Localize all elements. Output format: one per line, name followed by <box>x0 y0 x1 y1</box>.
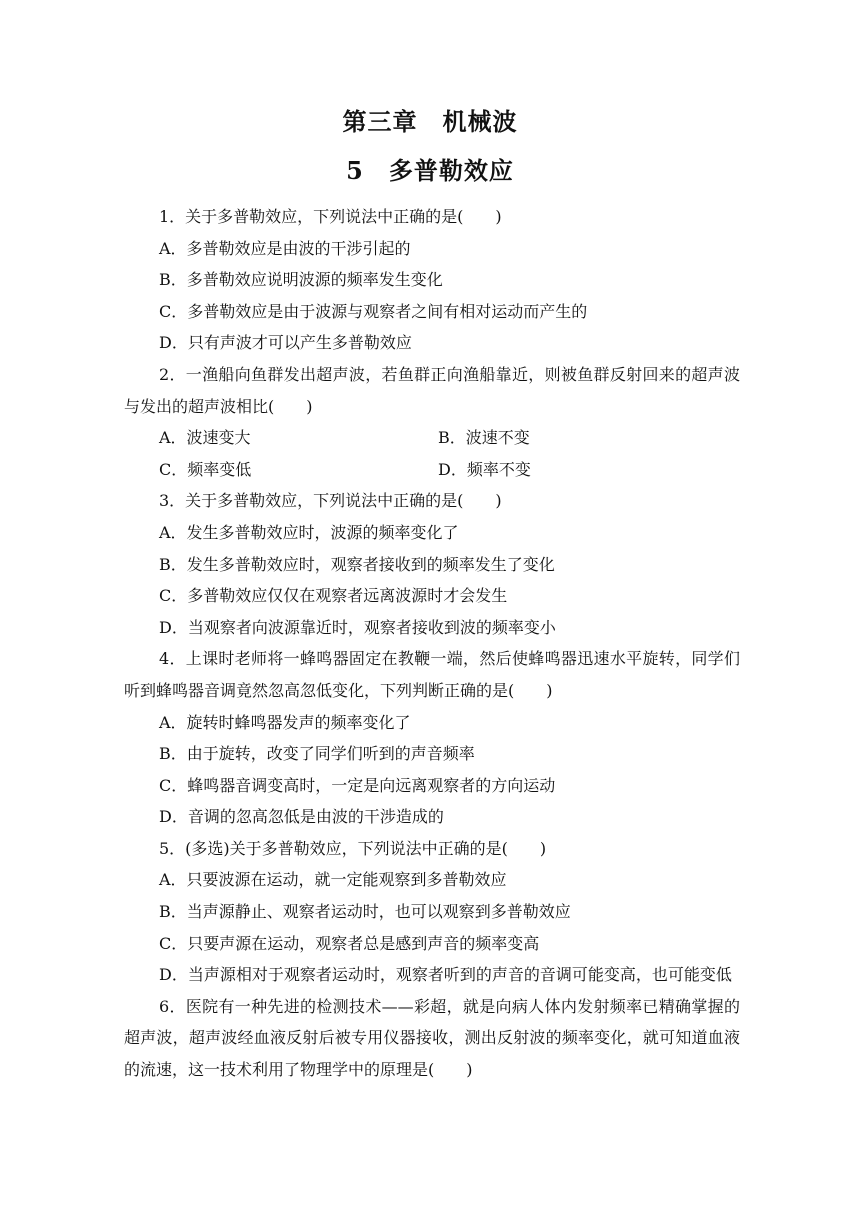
option-d: D．频率不变 <box>438 459 531 479</box>
option-b: B．发生多普勒效应时，观察者接收到的频率发生了变化 <box>159 554 555 574</box>
question-4 <box>124 643 740 833</box>
option-d: D．当声源相对于观察者运动时，观察者听到的声音的音调可能变高，也可能变低 <box>159 965 732 985</box>
option-b: B．由于旋转，改变了同学们听到的声音频率 <box>159 744 475 764</box>
question-stem: 4．上课时老师将一蜂鸣器固定在教鞭一端，然后使蜂鸣器迅速水平旋转，同学们听到蜂鸣器音调竟然忽高忽低变化，下列判断正确的是( ) <box>124 649 740 700</box>
question-stem: 2．一渔船向鱼群发出超声波，若鱼群正向渔船靠近，则被鱼群反射回来的超声波与发出的超声波相比( ) <box>124 364 740 416</box>
option-row <box>124 422 740 454</box>
question-6 <box>124 991 740 1086</box>
question-stem: 6．医院有一种先进的检测技术——彩超，就是向病人体内发射频率已精确掌握的超声波，超声波经血液反射后被专用仪器接收，测出反射波的频率变化，就可知道血液的流速，这一技术利用了物理学中的原理是( ) <box>124 996 740 1080</box>
question-stem: 3．关于多普勒效应，下列说法中正确的是( ) <box>159 491 502 511</box>
option-a: A．波速变大 <box>159 428 251 448</box>
option-b: B．波速不变 <box>438 428 530 448</box>
option-a: A．只要波源在运动，就一定能观察到多普勒效应 <box>159 870 507 890</box>
option-row <box>124 454 740 486</box>
option-c: C．频率变低 <box>159 459 252 479</box>
question-stem: 1．关于多普勒效应，下列说法中正确的是( ) <box>159 207 502 226</box>
question-stem: 5．(多选)关于多普勒效应，下列说法中正确的是( ) <box>159 838 547 858</box>
question-1 <box>124 201 740 359</box>
question-3 <box>124 485 740 643</box>
option-c: C．蜂鸣器音调变高时，一定是向远离观察者的方向运动 <box>159 775 556 795</box>
option-c: C．只要声源在运动，观察者总是感到声音的频率变高 <box>159 933 540 953</box>
option-b: B．多普勒效应说明波源的频率发生变化 <box>159 270 443 290</box>
option-a: A．发生多普勒效应时，波源的频率变化了 <box>159 522 459 542</box>
option-d: D．音调的忽高忽低是由波的干涉造成的 <box>159 807 444 827</box>
question-5 <box>124 833 740 991</box>
question-list <box>124 201 740 1086</box>
option-b: B．当声源静止、观察者运动时，也可以观察到多普勒效应 <box>159 902 571 922</box>
chapter-title: 第三章 机械波 <box>342 107 518 136</box>
option-d: D．只有声波才可以产生多普勒效应 <box>159 333 412 353</box>
option-d: D．当观察者向波源靠近时，观察者接收到波的频率变小 <box>159 617 556 637</box>
section-title: 5 多普勒效应 <box>346 156 514 185</box>
option-a: A．多普勒效应是由波的干涉引起的 <box>159 238 411 258</box>
option-a: A．旋转时蜂鸣器发声的频率变化了 <box>159 712 411 732</box>
option-c: C．多普勒效应仅仅在观察者远离波源时才会发生 <box>159 586 508 606</box>
option-c: C．多普勒效应是由于波源与观察者之间有相对运动而产生的 <box>159 301 588 321</box>
question-2 <box>124 359 740 485</box>
